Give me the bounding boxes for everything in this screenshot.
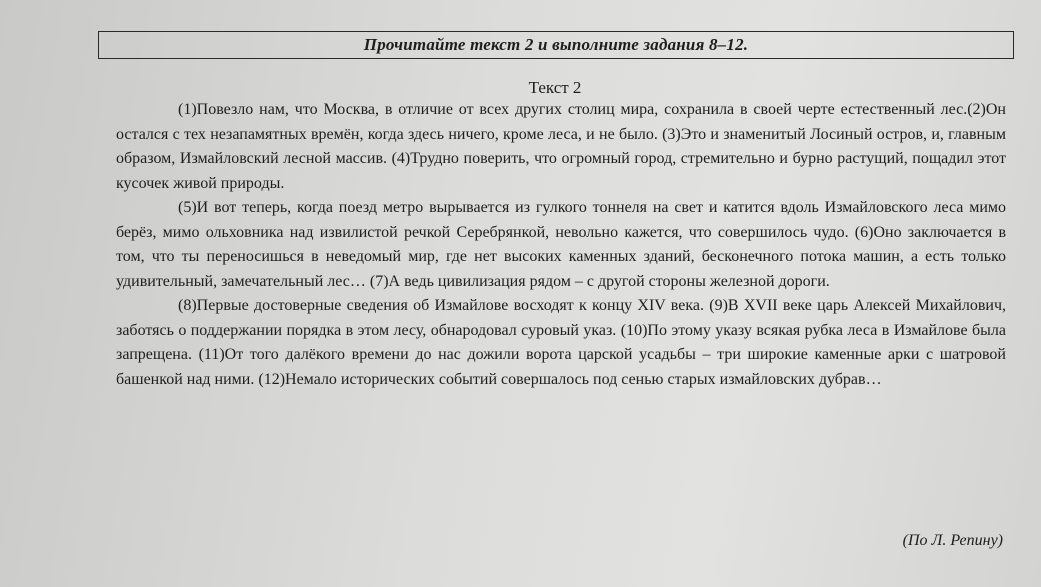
- author-attribution: (По Л. Репину): [902, 532, 1003, 549]
- text-title: Текст 2: [528, 78, 582, 97]
- paragraph: (5)И вот теперь, когда поезд метро вырывается из гулкого тоннеля на свет и катится вдоль Измайловского леса мимо берёз, мимо ольховника над извилистой речкой Серебрянкой, невольно кажется, что совершилось чудо. (6)Оно заключается в том, что ты переносишься в неведомый мир, где нет высоких каменных зданий, бесконечного потока машин, а есть только удивительный, замечательный лес… (7)А ведь цивилизация рядом – с другой стороны железной дороги.: [116, 199, 1006, 290]
- paragraph: (1)Повезло нам, что Москва, в отличие от всех других столиц мира, сохранила в своей черте естественный лес.(2)Он остался с тех незапамятных времён, когда здесь ничего, кроме леса, и не было. (3)Это и знаменитый Лосиный остров, и, главным образом, Измайловский лесной массив. (4)Трудно поверить, что огромный город, стремительно и бурно растущий, пощадил этот кусочек живой природы.: [116, 101, 1006, 192]
- task-header-box: [98, 31, 1014, 59]
- paragraph: (8)Первые достоверные сведения об Измайлове восходят к концу XIV века. (9)В XVII веке царь Алексей Михайлович, заботясь о поддержании порядка в этом лесу, обнародовал суровый указ. (10)По этому указу всякая рубка леса в Измайлове была запрещена. (11)От того далёкого времени до нас дожили ворота царской усадьбы – три широкие каменные арки с шатровой башенкой над ними. (12)Немало исторических событий совершалось под сенью старых измайловских дубрав…: [116, 297, 1006, 388]
- task-header: Прочитайте текст 2 и выполните задания 8–12.: [363, 35, 749, 54]
- body-text: [116, 98, 1006, 392]
